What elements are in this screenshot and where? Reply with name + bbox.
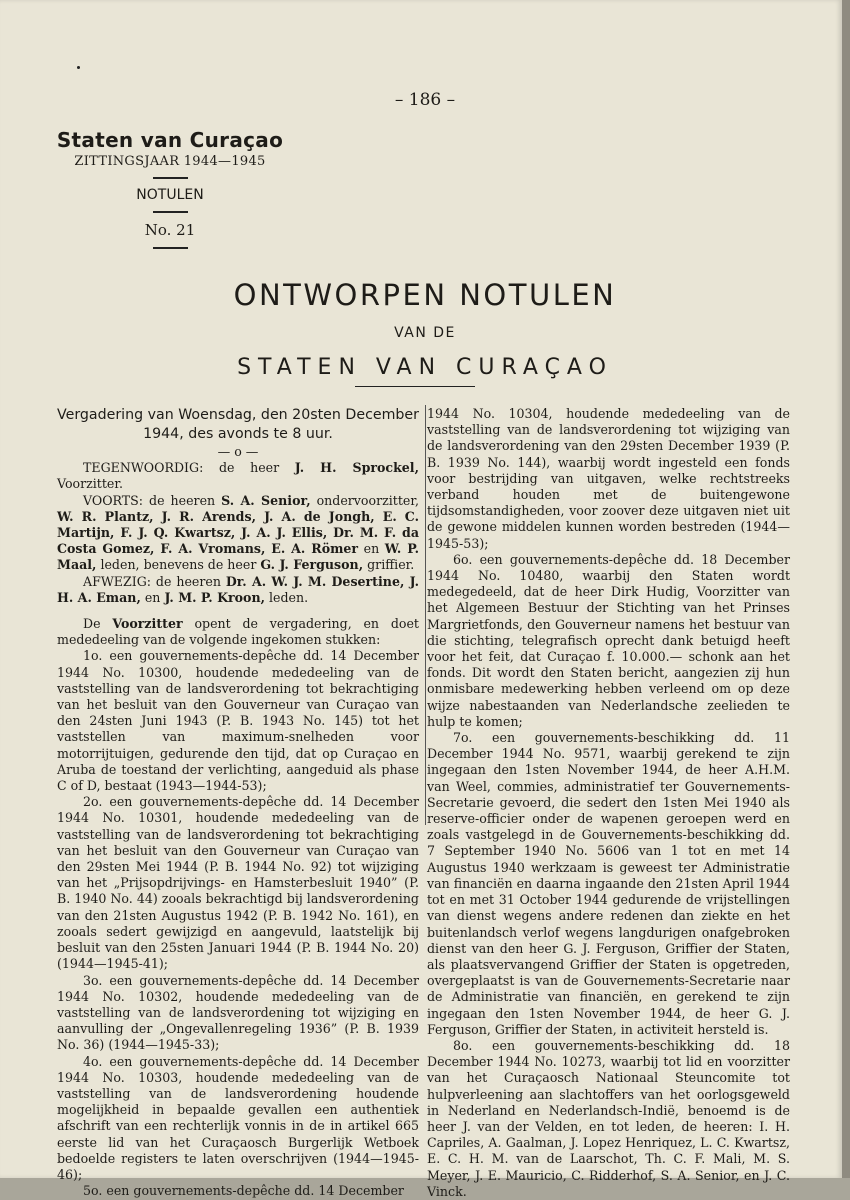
attendance-absent: AFWEZIG: de heeren Dr. A. W. J. M. Desertine, J. H. A. Eman, en J. M. P. Kroon, leden. — [57, 573, 419, 605]
page-edge — [842, 0, 850, 1178]
left-column — [57, 406, 419, 1199]
list-item: 1944 No. 10304, houdende mededeeling van de vaststelling van de landsverordening tot wijziging van de landsverordening van den 29sten December 1939 (P. B. 1939 No. 144), waarbij wordt ingesteld een fonds voor bestrijding van uitgaven, welke rechtstreeks verband houden met de buitengewone tijdsomstandigheden, voor zoover deze uitgaven niet uit de gewone middelen kunnen worden bestreden (1944—1945-53); — [427, 406, 790, 551]
body-heading: STATEN VAN CURAÇAO — [237, 355, 613, 380]
list-item: 5o. een gouvernements-depêche dd. 14 December — [83, 1183, 404, 1199]
list-item: 4o. een gouvernements-depêche dd. 14 December 1944 No. 10303, houdende mededeeling van de vaststelling van de landsverordening houdende mogelijkheid in bepaalde gevallen een authentiek afschrift van een rechterlijk vonnis in de in artikel 665 eerste lid van het Curaçaosch Burgerlijk Wetboek bedoelde registers te laten overschrijven (1944—1945-46); — [57, 1053, 419, 1182]
meeting-line-1: Vergadering van Woensdag, den 20sten December — [57, 407, 419, 423]
main-heading: ONTWORPEN NOTULEN — [233, 278, 617, 312]
masthead-session: ZITTINGSJAAR 1944—1945 — [74, 154, 266, 169]
opening-paragraph: De Voorzitter opent de vergadering, en doet mededeeling van de volgende ingekomen stukken: — [57, 616, 419, 648]
list-item: 2o. een gouvernements-depêche dd. 14 December 1944 No. 10301, houdende mededeeling van de vaststelling van de landsverordening tot bekrachtiging van het besluit van den Gouverneur van Curaçao van den 29sten Mei 1944 (P. B. 1944 No. 92) tot wijziging van het „Prijsopdrijvings- en Hamsterbesluit 1940” (P. B. 1940 No. 44) zooals bekrachtigd bij landsverordening van den 21sten Augustus 1942 (P. B. 1942 No. 161), en zooals sedert gewijzigd en aangevuld, laatstelijk bij besluit van den 25sten Januari 1944 (P. B. 1944 No. 20) (1944—1945-41); — [57, 794, 419, 972]
list-item: 8o. een gouvernements-beschikking dd. 18 December 1944 No. 10273, waarbij tot lid en voorzitter van het Curaçaosch Nationaal Steuncomite tot hulpverleening aan slachtoffers van het oorlogsgeweld in Nederland en Nederlandsch-Indië, benoemd is de heer J. van der Velden, en tot leden, de heeren: I. H. Capriles, A. Gaalman, J. Lopez Henriquez, L. C. Kwartsz, E. C. H. M. van de Laarschot, Th. C. F. Mali, M. S. Meyer, J. E. Mauricio, C. Ridderhof, S. A. Senior, en J. C. Vinck. — [427, 1037, 790, 1199]
ink-speck — [77, 66, 80, 69]
divider — [153, 211, 188, 213]
column-divider — [425, 405, 426, 825]
attendance-voorts: VOORTS: de heeren S. A. Senior, ondervoorzitter, W. R. Plantz, J. R. Arends, J. A. de Jongh, E. C. Martijn, F. J. Q. Kwartsz, J. A. J. Ellis, Dr. M. F. da Costa Gomez, F. A. Vromans, E. A. Römer en W. P. Maal, leden, benevens de heer G. J. Ferguson, griffier. — [57, 492, 420, 573]
page-number: – 186 – — [394, 90, 456, 110]
divider — [153, 177, 188, 179]
list-item: 3o. een gouvernements-depêche dd. 14 December 1944 No. 10302, houdende mededeeling van de vaststelling van de landsverordening tot wijziging en aanvulling der „Ongevallenregeling 1936” (P. B. 1939 No. 36) (1944—1945-33); — [57, 972, 419, 1053]
masthead — [55, 128, 285, 257]
heading-underline — [355, 386, 475, 387]
separator: — o — — [217, 444, 259, 459]
masthead-number: No. 21 — [144, 221, 196, 239]
list-item: 6o. een gouvernements-depêche dd. 18 December 1944 No. 10480, waarbij den Staten wordt medegedeeld, dat de heer Dirk Hudig, Voorzitter van het Algemeen Bestuur der Stichting van het Prinses Margrietfonds, den Gouverneur namens het bestuur van die stichting, telegrafisch oprecht dank betuigd heeft voor het feit, dat Curaçao f. 10.000.— schonk aan het fonds. Dit wordt den Staten bericht, aangezien zij hun onmisbare medewerking hebben verleend om op deze wijze nabestaanden van Nederlandsche zeelieden te hulp te komen; — [427, 551, 790, 729]
right-column — [427, 406, 790, 1200]
sub-heading: VAN DE — [394, 325, 456, 341]
attendance-present: TEGENWOORDIG: de heer J. H. Sprockel, Voorzitter. — [57, 460, 419, 492]
meeting-line-2: 1944, des avonds te 8 uur. — [143, 426, 333, 442]
list-item: 7o. een gouvernements-beschikking dd. 11 December 1944 No. 9571, waarbij gerekend te zijn ingegaan den 1sten November 1944, de heer A.H.M. van Weel, commies, administratief ter Gouvernements-Secretarie gevoerd, die sedert den 1sten Mei 1940 als reserve-officier onder de wapenen geroepen werd en zoals vastgelegd in de Gouvernements-beschikking dd. 7 September 1940 No. 5606 van 1 tot en met 14 Augustus 1940 werkzaam is geweest ter Administratie van financiën en daarna ingaande den 21sten April 1944 tot en met 31 October 1944 gedurende de vrijstellingen van dienst wegens andere redenen dan ziekte en het buitenlandsch verlof wegens langdurigen onafgebroken dienst van den heer G. J. Ferguson, Griffier der Staten, als plaatsvervangend Griffier der Staten is opgetreden, overgeplaatst is van de Gouvernements-Secretarie naar de Administratie van financiën, en gerekend te zijn ingegaan den 1sten November 1944, de heer G. J. Ferguson, Griffier der Staten, in activiteit hersteld is. — [427, 730, 790, 1037]
divider — [153, 247, 188, 249]
masthead-notulen: NOTULEN — [136, 187, 204, 203]
masthead-title: Staten van Curaçao — [56, 128, 284, 152]
list-item: 1o. een gouvernements-depêche dd. 14 December 1944 No. 10300, houdende mededeeling van de vaststelling van de landsverordening tot bekrachtiging van het besluit van den Gouverneur van Curaçao van den 24sten Juni 1943 (P. B. 1943 No. 145) tot het vaststellen van maximum-snelheden voor motorrijtuigen, gedurende den tijd, dat op Curaçao en Aruba de toestand der verlichting, aangeduid als phase C of D, bestaat (1943—1944-53); — [57, 648, 419, 794]
